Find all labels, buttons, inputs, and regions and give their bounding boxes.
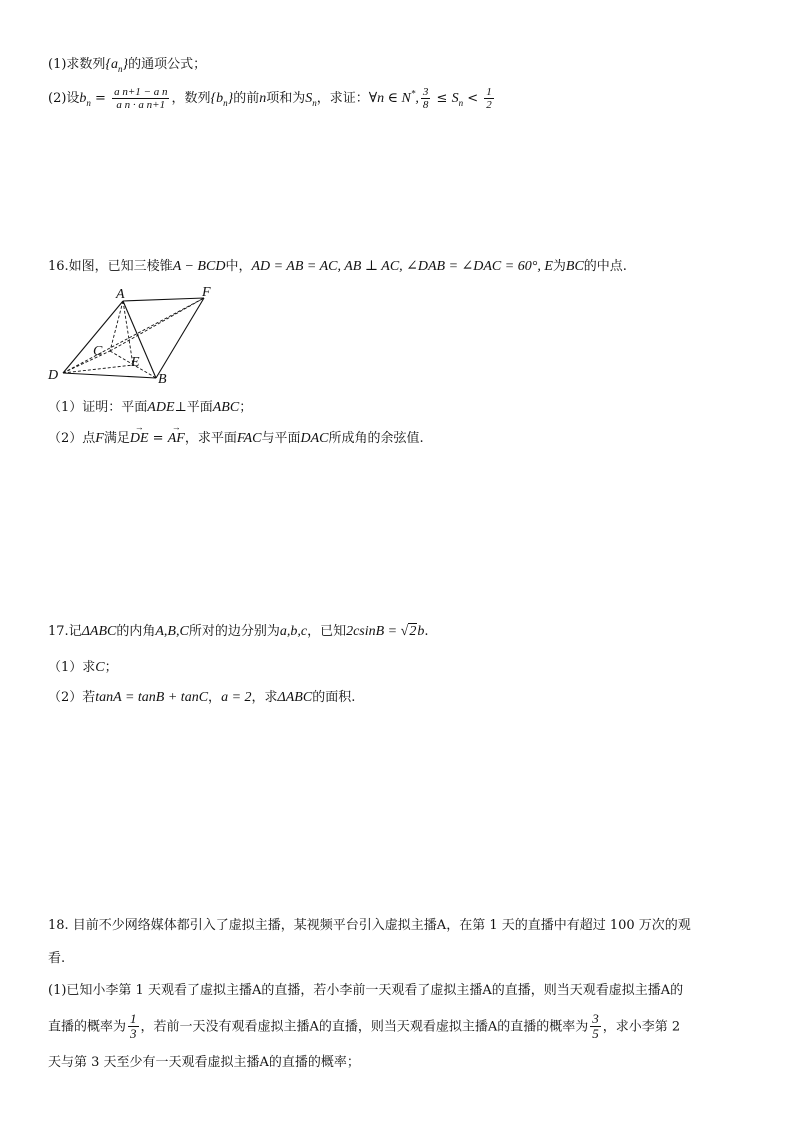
- q15-Sn: $S_n$: [305, 91, 317, 108]
- q15-forall: ∀n ∈ N*,: [368, 88, 419, 107]
- q16-part1-tail: ；: [239, 400, 253, 415]
- q17-triangle2: ΔABC: [277, 690, 313, 705]
- q16-fac: FAC: [236, 431, 262, 446]
- edge-FB: [156, 298, 204, 378]
- q18-frac-3-5: $\frac{3}{5}$: [592, 1011, 599, 1042]
- q16-dac: DAC: [300, 431, 329, 446]
- q16-stem-mid: 中，: [225, 259, 252, 274]
- q15-bn-fraction: $\frac{\text{a n+1 − a n}}{\text{a n · a n+1}}$: [114, 86, 168, 112]
- q17-part2-tail: 的面积.: [312, 690, 356, 705]
- q15-frac-3-8: $\frac{3}{8}$: [422, 86, 429, 112]
- q16-part2-tail: 所成角的余弦值.: [328, 431, 424, 446]
- q17-a-eq: a = 2: [221, 690, 252, 705]
- q18-line4-mid: ，若前一天没有观看虚拟主播A的直播，则当天观看虚拟主播A的直播的概率为: [140, 1019, 589, 1035]
- q18-line5: 天与第 3 天至少有一天观看虚拟主播A的直播的概率；: [48, 1055, 360, 1070]
- q16-vec-de: → DE: [130, 431, 149, 448]
- q16-pyramid: A − BCD: [172, 259, 226, 274]
- q18-line2: 看.: [48, 951, 66, 966]
- q15-mid: ，数列: [171, 91, 211, 107]
- q18-frac-1-3: $\frac{1}{3}$: [130, 1011, 137, 1042]
- q15-part1-seq: $\{a_n\}$: [105, 57, 129, 74]
- q18-line1: 18. 目前不少网络媒体都引入了虚拟主播，某视频平台引入虚拟主播A，在第 1 天的直播中有超过 100 万次的观: [48, 918, 691, 933]
- q16-part1-lead: （1）证明：平面: [48, 400, 148, 415]
- q18-line3: (1)已知小李第 1 天观看了虚拟主播A的直播，若小李前一天观看了虚拟主播A的直播，则当天观看虚拟主播A的: [48, 983, 684, 998]
- q18-line4-lead: 直播的概率为: [48, 1019, 127, 1035]
- q16-stem-mid2: 为: [552, 259, 566, 274]
- q15-part1-text: (1)求数列: [48, 57, 106, 72]
- q17-stem: [48, 624, 428, 641]
- q17-sides: a,b,c: [279, 624, 308, 639]
- q15-part1: [48, 57, 206, 75]
- q17-part2-mid2: ，求: [251, 690, 278, 705]
- q15-part2: [48, 86, 496, 111]
- q17-stem-mid2: 所对的边分别为: [188, 624, 280, 639]
- edge-DE: [63, 365, 133, 373]
- q16-abc: ABC: [212, 400, 240, 415]
- q16-part2: [48, 431, 424, 448]
- label-C: C: [93, 344, 103, 359]
- q16-part2-mid: 满足: [103, 431, 130, 446]
- q15-lt: <: [463, 91, 483, 107]
- q17-part1-lead: （1）求: [48, 660, 96, 675]
- q17-sqrt: √2: [400, 624, 417, 639]
- q17-stem-tail: .: [424, 624, 429, 639]
- q15-eq: =: [90, 91, 111, 107]
- q17-b: b: [417, 624, 425, 639]
- q17-triangle: ΔABC: [81, 624, 117, 639]
- q18-line4-tail: ，求小李第 2: [602, 1019, 681, 1035]
- q15-Sn2: $S_n$: [451, 91, 464, 108]
- q16-perp: ⊥平面: [174, 400, 213, 415]
- label-D: D: [48, 368, 59, 383]
- q18-line4: [48, 1012, 680, 1042]
- label-F: F: [202, 287, 211, 300]
- q16-conditions: AD = AB = AC, AB ⊥ AC, ∠DAB = ∠DAC = 60°, E: [251, 259, 553, 274]
- q15-mid3: 项和为: [266, 91, 306, 107]
- q17-angles: A,B,C: [155, 624, 189, 639]
- q17-part1: [48, 660, 118, 677]
- q17-stem-mid3: ，已知: [307, 624, 347, 639]
- q17-eq-lhs: 2csinB =: [346, 624, 401, 639]
- q15-prove: ，求证：: [316, 91, 369, 107]
- q16-part2-lead: （2）点: [48, 431, 96, 446]
- q15-part1-tail: 的通项公式；: [128, 57, 207, 72]
- q17-stem-lead: 17.记: [48, 624, 82, 639]
- q15-leq: ≤: [432, 91, 452, 107]
- q16-bc: BC: [565, 259, 584, 274]
- q17-stem-mid: 的内角: [116, 624, 156, 639]
- q15-bn: $b_n$: [79, 91, 91, 108]
- q16-part1: [48, 400, 252, 417]
- q16-f: F: [95, 431, 104, 446]
- q16-stem-tail: 的中点.: [583, 259, 627, 274]
- q17-part2-lead: （2）若: [48, 690, 96, 705]
- q15-mid2: 的前: [233, 91, 260, 107]
- label-B: B: [158, 372, 167, 387]
- q15-n: n: [259, 91, 267, 107]
- q15-part2-lead: (2)设: [48, 91, 80, 107]
- q15-frac-1-2: $\frac{1}{2}$: [486, 86, 492, 112]
- q16-stem-lead: 16.如图，已知三棱锥: [48, 259, 173, 274]
- pyramid-figure: [44, 287, 224, 387]
- q17-part1-tail: ；: [104, 660, 118, 675]
- q17-c: C: [95, 660, 105, 675]
- q16-part2-mid3: 与平面: [261, 431, 301, 446]
- q16-part2-mid2: ，求平面: [184, 431, 237, 446]
- q16-ade: ADE: [147, 400, 175, 415]
- label-E: E: [131, 355, 140, 370]
- edge-AF: [123, 298, 204, 301]
- q16-stem: [48, 259, 627, 276]
- q15-seq-b: $\{b_n\}$: [210, 91, 234, 108]
- edge-DB: [63, 373, 156, 378]
- label-A: A: [116, 287, 125, 302]
- q16-vec-eq: =: [148, 431, 168, 446]
- q17-part2-mid: ，: [208, 690, 222, 705]
- q17-part2: [48, 690, 355, 707]
- q16-vec-af: → AF: [168, 431, 185, 448]
- q17-tan-eq: tanA = tanB + tanC: [95, 690, 209, 705]
